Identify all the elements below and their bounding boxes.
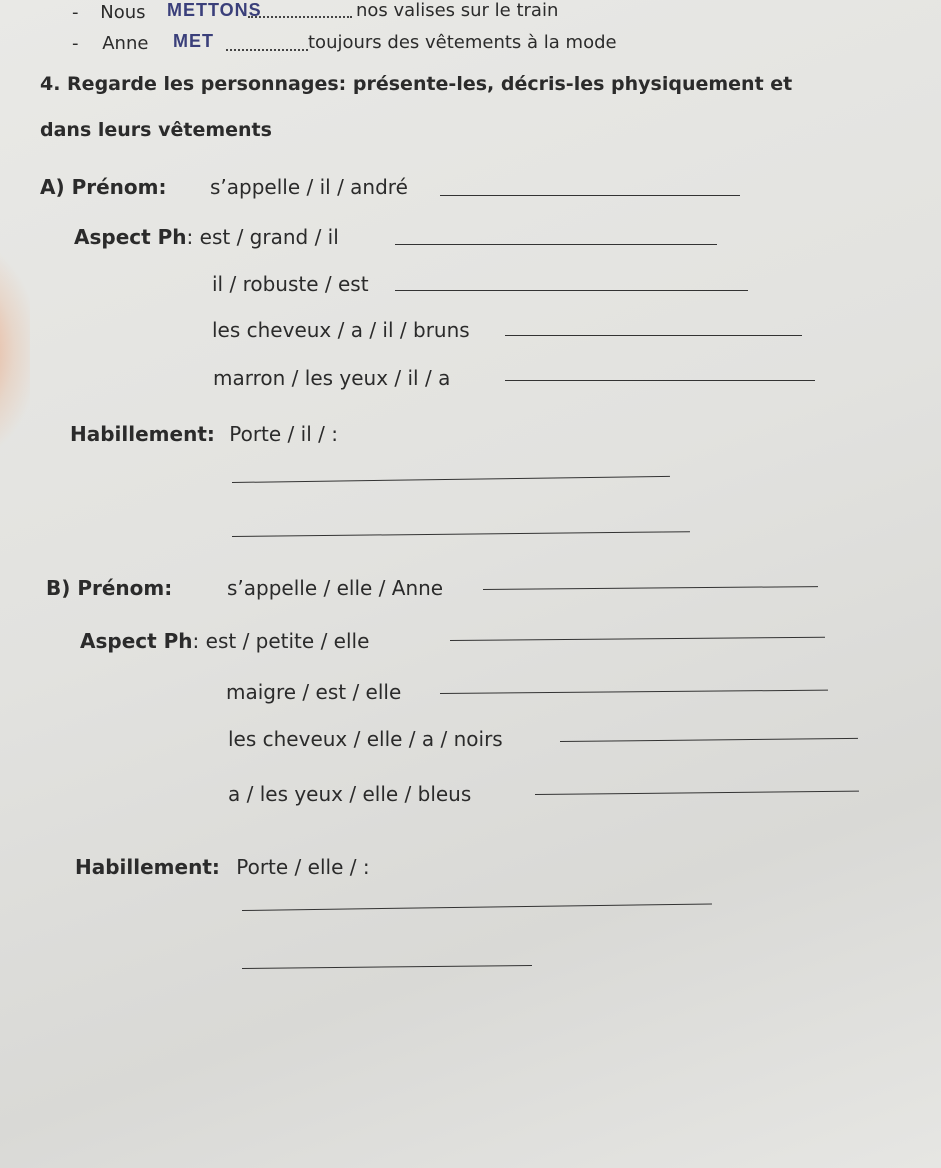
section-a-prenom-label: A) Prénom: xyxy=(40,175,167,199)
answer-line[interactable] xyxy=(395,290,748,291)
section-b-habillement xyxy=(75,855,370,879)
aspect-label: Aspect Ph xyxy=(74,225,187,249)
exercise-line-2 xyxy=(72,33,148,54)
habillement-label: Habillement: xyxy=(75,855,220,879)
aspect-words: : est / petite / elle xyxy=(192,629,370,653)
answer-line[interactable] xyxy=(440,195,740,196)
answer-line[interactable] xyxy=(440,690,828,694)
answer-line[interactable] xyxy=(395,244,717,245)
question-title-line-2: dans leurs vêtements xyxy=(40,119,272,141)
answer-line[interactable] xyxy=(242,965,532,969)
answer-line[interactable] xyxy=(232,531,690,537)
section-a-aspect-1 xyxy=(74,225,339,249)
answer-line[interactable] xyxy=(535,791,859,795)
handwritten-answer-2[interactable]: MET xyxy=(173,31,214,51)
section-a-aspect-4: marron / les yeux / il / a xyxy=(213,366,451,390)
habillement-words: Porte / il / : xyxy=(229,422,338,446)
section-a-aspect-3: les cheveux / a / il / bruns xyxy=(212,318,470,342)
exercise-line-1 xyxy=(72,2,146,23)
answer-line[interactable] xyxy=(242,903,712,911)
aspect-label: Aspect Ph xyxy=(80,629,193,653)
answer-blank-1[interactable] xyxy=(248,16,352,18)
section-b-prenom-words: s’appelle / elle / Anne xyxy=(227,576,444,600)
section-a-prenom-words: s’appelle / il / andré xyxy=(210,175,408,199)
question-title-line-1: 4. Regarde les personnages: présente-les, décris-les physiquement et xyxy=(40,73,793,95)
section-b-prenom-label: B) Prénom: xyxy=(46,576,173,600)
section-b-aspect-1 xyxy=(80,629,369,653)
habillement-words: Porte / elle / : xyxy=(236,855,370,879)
lighting-glare xyxy=(0,250,30,450)
answer-line[interactable] xyxy=(483,586,818,590)
section-a-habillement xyxy=(70,422,338,446)
handwritten-answer-1[interactable]: METTONS xyxy=(167,0,262,20)
section-b-aspect-4: a / les yeux / elle / bleus xyxy=(228,782,472,806)
sentence-rest-2: toujours des vêtements à la mode xyxy=(308,32,617,53)
answer-line[interactable] xyxy=(505,380,815,381)
line-dash: - xyxy=(72,2,79,23)
sentence-rest-1: nos valises sur le train xyxy=(356,0,559,21)
aspect-words: : est / grand / il xyxy=(186,225,339,249)
subject-anne: Anne xyxy=(102,33,149,54)
line-dash: - xyxy=(72,33,79,54)
subject-nous: Nous xyxy=(100,2,146,23)
answer-line[interactable] xyxy=(450,637,825,641)
section-b-aspect-2: maigre / est / elle xyxy=(226,680,402,704)
section-a-aspect-2: il / robuste / est xyxy=(212,272,369,296)
answer-line[interactable] xyxy=(560,738,858,742)
answer-line[interactable] xyxy=(505,335,802,336)
habillement-label: Habillement: xyxy=(70,422,215,446)
answer-line[interactable] xyxy=(232,476,670,483)
section-b-aspect-3: les cheveux / elle / a / noirs xyxy=(228,727,503,751)
answer-blank-2[interactable] xyxy=(226,49,308,51)
